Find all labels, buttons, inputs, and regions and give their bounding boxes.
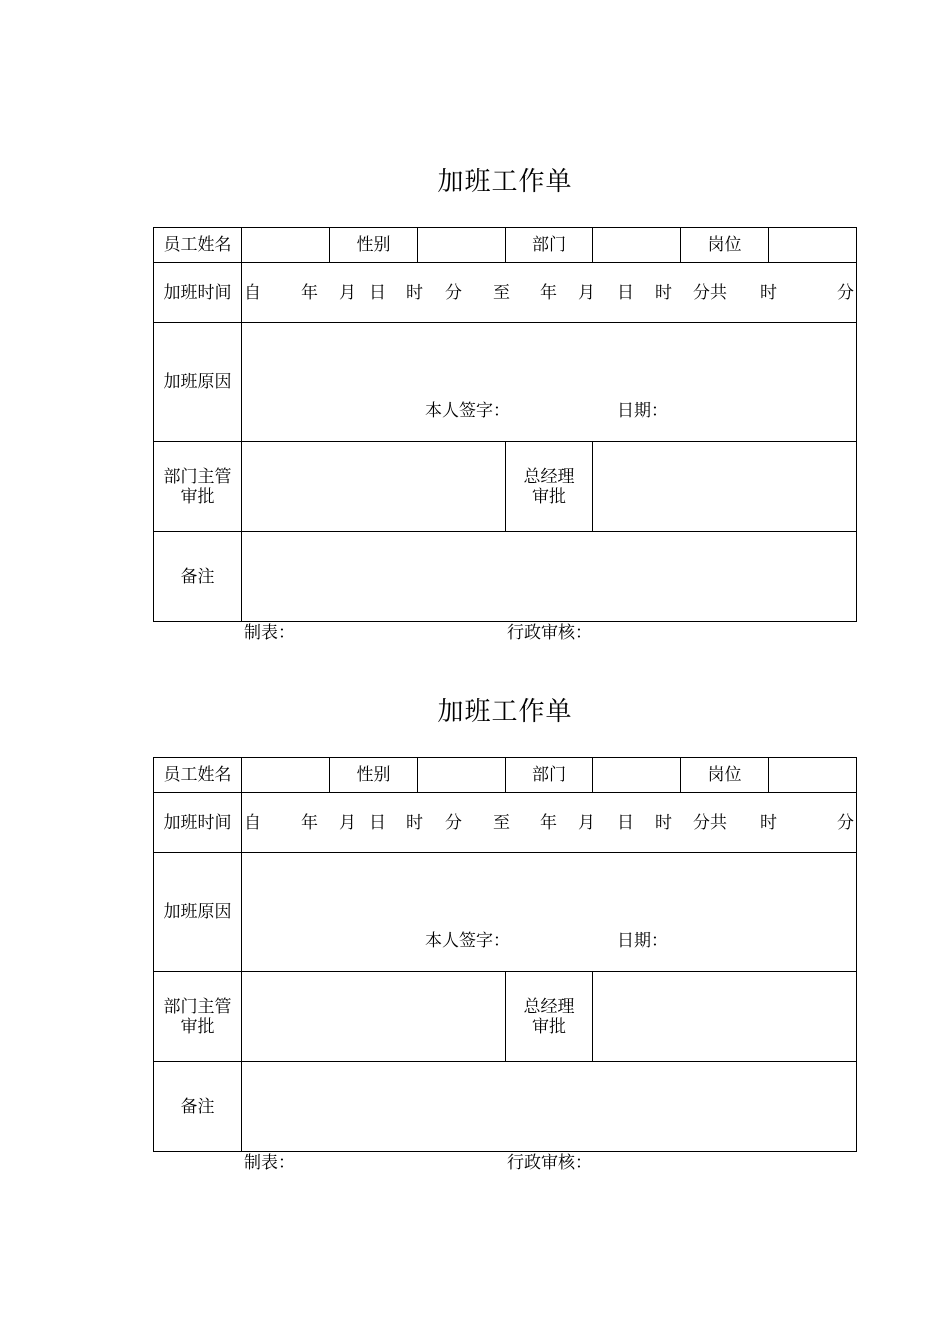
gender-label: 性别 bbox=[356, 235, 391, 255]
gm-approval-label bbox=[506, 442, 592, 531]
gender-field[interactable] bbox=[418, 228, 505, 262]
dept-approval-field[interactable] bbox=[242, 972, 505, 1061]
position-label: 岗位 bbox=[707, 765, 742, 785]
department-label: 部门 bbox=[532, 235, 566, 255]
dept-approval-line-1: 部门主管 bbox=[163, 466, 232, 487]
employee-name-field[interactable] bbox=[242, 758, 329, 792]
time-month-2: 月 bbox=[578, 813, 595, 833]
time-hour-3: 时 bbox=[760, 813, 777, 833]
time-year-1: 年 bbox=[301, 283, 318, 303]
date-label: 日期： bbox=[617, 931, 668, 951]
overtime-time-label: 加班时间 bbox=[163, 282, 232, 303]
time-day-2: 日 bbox=[617, 813, 634, 833]
time-day-1: 日 bbox=[369, 283, 386, 303]
overtime-form-1 bbox=[0, 0, 950, 643]
admin-review-label: 行政审核： bbox=[507, 1153, 592, 1173]
overtime-form-2 bbox=[0, 530, 950, 1173]
time-month-1: 月 bbox=[339, 813, 356, 833]
position-field[interactable] bbox=[769, 758, 856, 792]
position-field[interactable] bbox=[769, 228, 856, 262]
remarks-label: 备注 bbox=[180, 566, 215, 587]
prepared-by-label: 制表： bbox=[244, 623, 295, 643]
department-label: 部门 bbox=[532, 765, 566, 785]
gm-approval-field[interactable] bbox=[593, 442, 856, 531]
overtime-reason-label: 加班原因 bbox=[163, 372, 232, 392]
time-day-2: 日 bbox=[617, 283, 634, 303]
dept-approval-line-2: 审批 bbox=[180, 1016, 215, 1037]
time-minute-3: 分 bbox=[837, 813, 854, 833]
signature-label: 本人签字： bbox=[425, 931, 510, 951]
gm-approval-line-2: 审批 bbox=[532, 1016, 566, 1037]
dept-approval-line-2: 审批 bbox=[180, 486, 215, 507]
gender-label: 性别 bbox=[356, 765, 391, 785]
dept-approval-field[interactable] bbox=[242, 442, 505, 531]
time-hour-2: 时 bbox=[655, 813, 672, 833]
time-to: 至 bbox=[493, 813, 510, 833]
time-hour-1: 时 bbox=[406, 283, 423, 303]
gender-field[interactable] bbox=[418, 758, 505, 792]
form-title: 加班工作单 bbox=[437, 167, 573, 197]
time-day-1: 日 bbox=[369, 813, 386, 833]
remarks-label: 备注 bbox=[180, 1096, 215, 1117]
time-hour-3: 时 bbox=[760, 283, 777, 303]
overtime-reason-label: 加班原因 bbox=[163, 902, 232, 922]
time-hour-2: 时 bbox=[655, 283, 672, 303]
employee-name-label: 员工姓名 bbox=[163, 235, 232, 255]
prepared-by-label: 制表： bbox=[244, 1153, 295, 1173]
time-hour-1: 时 bbox=[406, 813, 423, 833]
remarks-field[interactable] bbox=[242, 1062, 856, 1151]
employee-name-field[interactable] bbox=[242, 228, 329, 262]
time-month-2: 月 bbox=[578, 283, 595, 303]
form-title: 加班工作单 bbox=[437, 697, 573, 727]
dept-approval-label bbox=[154, 972, 241, 1061]
gm-approval-field[interactable] bbox=[593, 972, 856, 1061]
dept-approval-label bbox=[154, 442, 241, 531]
time-minute-total: 分共 bbox=[693, 283, 727, 303]
dept-approval-line-1: 部门主管 bbox=[163, 996, 232, 1017]
gm-approval-line-1: 总经理 bbox=[523, 466, 575, 487]
time-from: 自 bbox=[244, 283, 261, 303]
time-to: 至 bbox=[493, 283, 510, 303]
gm-approval-line-1: 总经理 bbox=[523, 996, 575, 1017]
overtime-reason-field[interactable] bbox=[242, 323, 856, 441]
time-year-2: 年 bbox=[540, 813, 557, 833]
gm-approval-line-2: 审批 bbox=[532, 486, 566, 507]
signature-label: 本人签字： bbox=[425, 401, 510, 421]
time-minute-1: 分 bbox=[445, 813, 462, 833]
date-label: 日期： bbox=[617, 401, 668, 421]
admin-review-label: 行政审核： bbox=[507, 623, 592, 643]
time-minute-3: 分 bbox=[837, 283, 854, 303]
time-minute-total: 分共 bbox=[693, 813, 727, 833]
department-field[interactable] bbox=[593, 228, 680, 262]
department-field[interactable] bbox=[593, 758, 680, 792]
time-from: 自 bbox=[244, 813, 261, 833]
gm-approval-label bbox=[506, 972, 592, 1061]
time-year-2: 年 bbox=[540, 283, 557, 303]
employee-name-label: 员工姓名 bbox=[163, 765, 232, 785]
time-month-1: 月 bbox=[339, 283, 356, 303]
time-year-1: 年 bbox=[301, 813, 318, 833]
position-label: 岗位 bbox=[707, 235, 742, 255]
time-minute-1: 分 bbox=[445, 283, 462, 303]
overtime-time-label: 加班时间 bbox=[163, 812, 232, 833]
overtime-reason-field[interactable] bbox=[242, 853, 856, 971]
